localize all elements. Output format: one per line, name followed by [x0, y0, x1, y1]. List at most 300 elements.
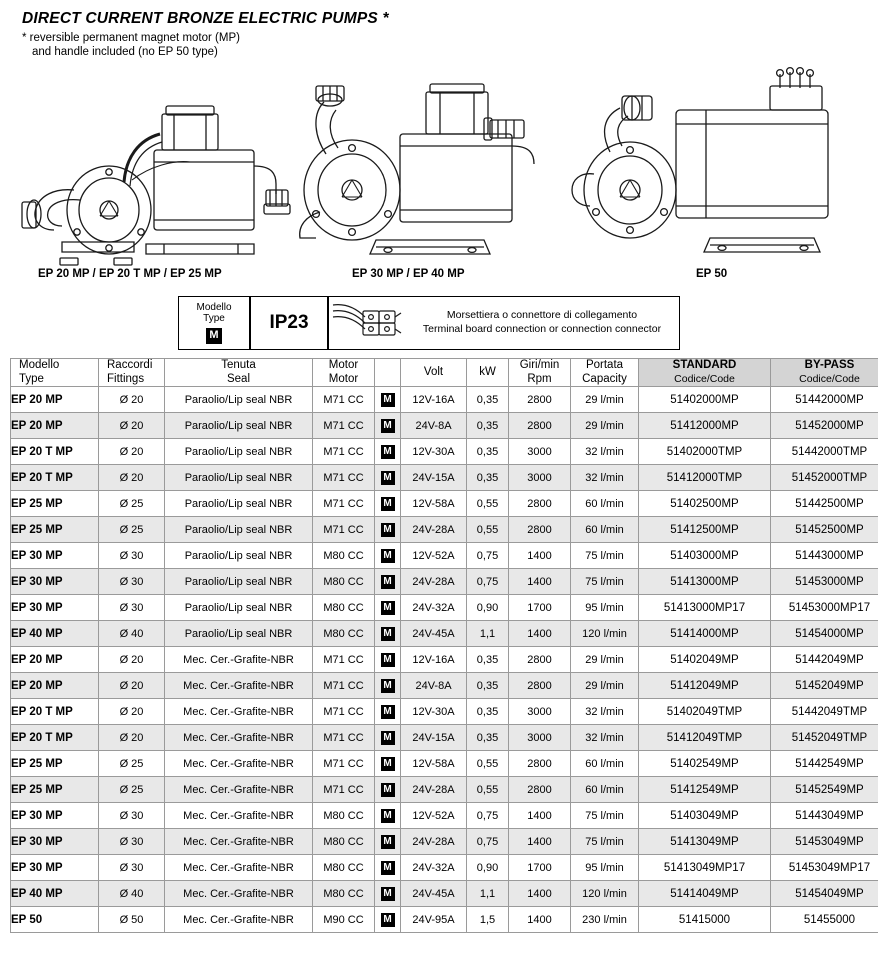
cell-motor: M71 CC — [313, 725, 375, 751]
cell-standard-code: 51402000MP — [639, 387, 771, 413]
table-row — [11, 725, 878, 751]
cell-kw: 0,90 — [467, 595, 509, 621]
col-header-capacity-en: Capacity — [582, 372, 627, 385]
col-header-model-en: Type — [19, 372, 44, 385]
cell-rpm: 3000 — [509, 699, 571, 725]
cell-standard-code: 51403049MP — [639, 803, 771, 829]
table-row — [11, 647, 878, 673]
cell-capacity: 32 l/min — [571, 699, 639, 725]
motor-type-chip: M — [381, 757, 395, 771]
cell-rpm: 2800 — [509, 673, 571, 699]
table-row — [11, 517, 878, 543]
col-header-capacity-it: Portata — [585, 358, 624, 371]
col-header-seal-en: Seal — [226, 372, 251, 385]
cell-bypass-code: 51452049TMP — [771, 725, 878, 751]
cell-fittings: Ø 25 — [99, 751, 165, 777]
cell-motor: M71 CC — [313, 647, 375, 673]
cell-motor: M71 CC — [313, 777, 375, 803]
cell-motor: M80 CC — [313, 803, 375, 829]
cell-rpm: 1400 — [509, 881, 571, 907]
subtitle-line-1: * reversible permanent magnet motor (MP) — [22, 32, 240, 44]
cell-motor: M71 CC — [313, 699, 375, 725]
legend-protection-value: IP23 — [269, 311, 309, 333]
legend-connector-text-it: Morsettiera o connettore di collegamento — [446, 309, 638, 322]
cell-type-chip — [375, 803, 401, 829]
cell-motor: M90 CC — [313, 907, 375, 933]
cell-capacity: 75 l/min — [571, 543, 639, 569]
cell-seal: Mec. Cer.-Grafite-NBR — [165, 777, 313, 803]
cell-model: EP 20 T MP — [11, 725, 99, 751]
cell-kw: 0,35 — [467, 725, 509, 751]
cell-type-chip — [375, 699, 401, 725]
cell-bypass-code: 51452049MP — [771, 673, 878, 699]
table-row — [11, 829, 878, 855]
table-row — [11, 595, 878, 621]
illustration-band — [10, 62, 868, 294]
table-row — [11, 439, 878, 465]
col-header-motor-en: Motor — [328, 372, 359, 385]
cell-rpm: 2800 — [509, 777, 571, 803]
col-header-motor — [313, 358, 375, 387]
col-header-model — [11, 358, 99, 387]
cell-seal: Paraolio/Lip seal NBR — [165, 465, 313, 491]
cell-seal: Paraolio/Lip seal NBR — [165, 439, 313, 465]
pump-illustration-3 — [558, 62, 858, 280]
cell-bypass-code: 51443049MP — [771, 803, 878, 829]
cell-volt: 12V-58A — [401, 491, 467, 517]
motor-type-chip: M — [381, 497, 395, 511]
cell-seal: Paraolio/Lip seal NBR — [165, 569, 313, 595]
cell-rpm: 2800 — [509, 413, 571, 439]
cell-kw: 0,55 — [467, 491, 509, 517]
cell-volt: 24V-32A — [401, 595, 467, 621]
cell-volt: 24V-8A — [401, 413, 467, 439]
cell-motor: M80 CC — [313, 855, 375, 881]
table-row — [11, 881, 878, 907]
cell-seal: Paraolio/Lip seal NBR — [165, 595, 313, 621]
cell-bypass-code: 51452000MP — [771, 413, 878, 439]
legend-connector-text — [405, 309, 679, 336]
motor-type-chip: M — [381, 653, 395, 667]
cell-bypass-code: 51442000TMP — [771, 439, 878, 465]
cell-standard-code: 51412000MP — [639, 413, 771, 439]
cell-type-chip — [375, 569, 401, 595]
cell-model: EP 25 MP — [11, 491, 99, 517]
cell-volt: 24V-15A — [401, 465, 467, 491]
cell-model: EP 30 MP — [11, 569, 99, 595]
cell-fittings: Ø 20 — [99, 465, 165, 491]
cell-rpm: 1400 — [509, 803, 571, 829]
page-title: DIRECT CURRENT BRONZE ELECTRIC PUMPS * — [22, 10, 389, 27]
cell-kw: 1,1 — [467, 881, 509, 907]
cell-capacity: 32 l/min — [571, 439, 639, 465]
cell-type-chip — [375, 439, 401, 465]
cell-fittings: Ø 20 — [99, 725, 165, 751]
cell-seal: Mec. Cer.-Grafite-NBR — [165, 673, 313, 699]
legend-model-label-it: Modello — [196, 301, 232, 313]
cell-bypass-code: 51442049MP — [771, 647, 878, 673]
cell-bypass-code: 51453000MP — [771, 569, 878, 595]
legend-model-label-en: Type — [203, 313, 225, 325]
motor-type-chip: M — [381, 809, 395, 823]
table-header-row — [11, 358, 878, 387]
cell-bypass-code: 51442000MP — [771, 387, 878, 413]
cell-motor: M80 CC — [313, 595, 375, 621]
terminal-connector-icon — [331, 299, 405, 347]
pump-illustration-1 — [14, 62, 314, 280]
cell-seal: Paraolio/Lip seal NBR — [165, 621, 313, 647]
cell-fittings: Ø 20 — [99, 673, 165, 699]
col-header-bypass-it: BY-PASS — [804, 358, 855, 371]
motor-type-chip: M — [381, 393, 395, 407]
cell-seal: Mec. Cer.-Grafite-NBR — [165, 881, 313, 907]
cell-type-chip — [375, 387, 401, 413]
motor-type-chip: M — [381, 445, 395, 459]
cell-type-chip — [375, 777, 401, 803]
table-row — [11, 751, 878, 777]
cell-standard-code: 51414000MP — [639, 621, 771, 647]
motor-type-chip: M — [381, 705, 395, 719]
cell-volt: 24V-45A — [401, 621, 467, 647]
cell-volt: 12V-30A — [401, 699, 467, 725]
table-row — [11, 413, 878, 439]
cell-model: EP 20 MP — [11, 387, 99, 413]
cell-capacity: 32 l/min — [571, 465, 639, 491]
cell-rpm: 1400 — [509, 569, 571, 595]
cell-kw: 0,55 — [467, 517, 509, 543]
col-header-rpm — [509, 358, 571, 387]
cell-seal: Paraolio/Lip seal NBR — [165, 413, 313, 439]
cell-motor: M71 CC — [313, 673, 375, 699]
cell-motor: M80 CC — [313, 543, 375, 569]
motor-type-chip: M — [381, 601, 395, 615]
cell-standard-code: 51413049MP — [639, 829, 771, 855]
table-row — [11, 699, 878, 725]
cell-model: EP 30 MP — [11, 543, 99, 569]
cell-fittings: Ø 20 — [99, 387, 165, 413]
cell-bypass-code: 51453049MP — [771, 829, 878, 855]
cell-rpm: 1700 — [509, 595, 571, 621]
cell-capacity: 60 l/min — [571, 751, 639, 777]
cell-capacity: 120 l/min — [571, 881, 639, 907]
cell-standard-code: 51413000MP17 — [639, 595, 771, 621]
cell-kw: 0,35 — [467, 413, 509, 439]
cell-kw: 0,90 — [467, 855, 509, 881]
cell-seal: Paraolio/Lip seal NBR — [165, 387, 313, 413]
cell-capacity: 75 l/min — [571, 803, 639, 829]
cell-volt: 24V-28A — [401, 777, 467, 803]
table-row — [11, 673, 878, 699]
cell-bypass-code: 51442549MP — [771, 751, 878, 777]
cell-volt: 12V-58A — [401, 751, 467, 777]
cell-volt: 24V-15A — [401, 725, 467, 751]
motor-type-chip: M — [381, 523, 395, 537]
cell-kw: 0,75 — [467, 803, 509, 829]
subtitle-line-2: and handle included (no EP 50 type) — [32, 46, 218, 59]
legend-model-box — [178, 296, 250, 350]
specifications-table — [10, 358, 878, 934]
cell-bypass-code: 51442049TMP — [771, 699, 878, 725]
cell-seal: Mec. Cer.-Grafite-NBR — [165, 855, 313, 881]
table-body — [11, 387, 878, 933]
cell-model: EP 30 MP — [11, 829, 99, 855]
table-row — [11, 465, 878, 491]
motor-type-chip: M — [381, 913, 395, 927]
cell-type-chip — [375, 491, 401, 517]
cell-rpm: 3000 — [509, 465, 571, 491]
cell-standard-code: 51412000TMP — [639, 465, 771, 491]
illustration-caption-3: EP 50 — [696, 267, 728, 280]
cell-fittings: Ø 30 — [99, 543, 165, 569]
col-header-rpm-it: Giri/min — [519, 358, 560, 371]
cell-seal: Mec. Cer.-Grafite-NBR — [165, 907, 313, 933]
cell-volt: 12V-16A — [401, 387, 467, 413]
motor-type-chip: M — [381, 861, 395, 875]
cell-type-chip — [375, 855, 401, 881]
cell-standard-code: 51412049TMP — [639, 725, 771, 751]
cell-bypass-code: 51442500MP — [771, 491, 878, 517]
col-header-motor-it: Motor — [328, 358, 359, 371]
table-row — [11, 803, 878, 829]
page-subtitle — [22, 31, 868, 60]
table-row — [11, 777, 878, 803]
col-header-fittings-it: Raccordi — [107, 358, 153, 371]
cell-model: EP 40 MP — [11, 621, 99, 647]
col-header-kw — [467, 358, 509, 387]
cell-fittings: Ø 30 — [99, 855, 165, 881]
cell-kw: 1,5 — [467, 907, 509, 933]
legend-connector-box — [328, 296, 680, 350]
cell-kw: 0,75 — [467, 543, 509, 569]
cell-rpm: 1400 — [509, 907, 571, 933]
cell-fittings: Ø 25 — [99, 491, 165, 517]
cell-volt: 24V-28A — [401, 829, 467, 855]
cell-type-chip — [375, 751, 401, 777]
cell-model: EP 25 MP — [11, 777, 99, 803]
cell-motor: M80 CC — [313, 621, 375, 647]
cell-type-chip — [375, 621, 401, 647]
table-row — [11, 491, 878, 517]
cell-kw: 0,35 — [467, 647, 509, 673]
illustration-caption-2: EP 30 MP / EP 40 MP — [352, 267, 465, 280]
cell-fittings: Ø 20 — [99, 439, 165, 465]
motor-type-chip: M — [381, 887, 395, 901]
motor-type-chip: M — [381, 471, 395, 485]
cell-seal: Mec. Cer.-Grafite-NBR — [165, 803, 313, 829]
cell-capacity: 75 l/min — [571, 569, 639, 595]
cell-bypass-code: 51454049MP — [771, 881, 878, 907]
cell-rpm: 1400 — [509, 543, 571, 569]
cell-kw: 0,55 — [467, 751, 509, 777]
table-row — [11, 907, 878, 933]
cell-model: EP 30 MP — [11, 855, 99, 881]
cell-motor: M80 CC — [313, 829, 375, 855]
cell-rpm: 2800 — [509, 751, 571, 777]
cell-type-chip — [375, 517, 401, 543]
cell-fittings: Ø 40 — [99, 881, 165, 907]
cell-motor: M71 CC — [313, 751, 375, 777]
table-row — [11, 855, 878, 881]
cell-motor: M71 CC — [313, 387, 375, 413]
cell-kw: 0,35 — [467, 439, 509, 465]
cell-type-chip — [375, 543, 401, 569]
motor-type-chip: M — [381, 627, 395, 641]
cell-volt: 12V-52A — [401, 543, 467, 569]
motor-type-chip: M — [381, 835, 395, 849]
cell-capacity: 95 l/min — [571, 595, 639, 621]
cell-fittings: Ø 30 — [99, 803, 165, 829]
cell-rpm: 1700 — [509, 855, 571, 881]
cell-standard-code: 51412549MP — [639, 777, 771, 803]
cell-motor: M71 CC — [313, 413, 375, 439]
cell-volt: 24V-95A — [401, 907, 467, 933]
cell-capacity: 95 l/min — [571, 855, 639, 881]
cell-rpm: 2800 — [509, 647, 571, 673]
cell-volt: 24V-8A — [401, 673, 467, 699]
cell-kw: 0,75 — [467, 569, 509, 595]
table-row — [11, 569, 878, 595]
cell-standard-code: 51414049MP — [639, 881, 771, 907]
cell-seal: Mec. Cer.-Grafite-NBR — [165, 699, 313, 725]
col-header-volt-label: Volt — [423, 365, 444, 378]
motor-type-chip: M — [381, 419, 395, 433]
cell-bypass-code: 51452000TMP — [771, 465, 878, 491]
cell-fittings: Ø 40 — [99, 621, 165, 647]
cell-motor: M80 CC — [313, 569, 375, 595]
col-header-rpm-en: Rpm — [527, 372, 552, 385]
cell-capacity: 230 l/min — [571, 907, 639, 933]
cell-seal: Mec. Cer.-Grafite-NBR — [165, 751, 313, 777]
cell-bypass-code: 51454000MP — [771, 621, 878, 647]
legend-connector-text-en: Terminal board connection or connection connector — [422, 322, 662, 335]
cell-model: EP 20 MP — [11, 647, 99, 673]
col-header-kw-label: kW — [479, 365, 496, 378]
cell-bypass-code: 51455000 — [771, 907, 878, 933]
cell-type-chip — [375, 595, 401, 621]
cell-standard-code: 51402049TMP — [639, 699, 771, 725]
cell-volt: 12V-16A — [401, 647, 467, 673]
table-row — [11, 387, 878, 413]
cell-standard-code: 51412049MP — [639, 673, 771, 699]
cell-seal: Paraolio/Lip seal NBR — [165, 517, 313, 543]
cell-standard-code: 51415000 — [639, 907, 771, 933]
col-header-model-it: Modello — [19, 358, 60, 371]
cell-rpm: 3000 — [509, 439, 571, 465]
cell-capacity: 29 l/min — [571, 647, 639, 673]
cell-fittings: Ø 20 — [99, 413, 165, 439]
cell-capacity: 29 l/min — [571, 673, 639, 699]
cell-fittings: Ø 50 — [99, 907, 165, 933]
cell-capacity: 60 l/min — [571, 491, 639, 517]
cell-capacity: 29 l/min — [571, 413, 639, 439]
cell-rpm: 2800 — [509, 387, 571, 413]
cell-model: EP 20 T MP — [11, 439, 99, 465]
cell-model: EP 20 T MP — [11, 699, 99, 725]
cell-kw: 0,55 — [467, 777, 509, 803]
cell-capacity: 60 l/min — [571, 777, 639, 803]
cell-kw: 0,35 — [467, 465, 509, 491]
cell-seal: Paraolio/Lip seal NBR — [165, 543, 313, 569]
motor-type-chip: M — [381, 549, 395, 563]
cell-rpm: 1400 — [509, 621, 571, 647]
cell-model: EP 25 MP — [11, 517, 99, 543]
cell-capacity: 32 l/min — [571, 725, 639, 751]
cell-model: EP 25 MP — [11, 751, 99, 777]
motor-type-chip: M — [381, 731, 395, 745]
cell-model: EP 30 MP — [11, 595, 99, 621]
cell-type-chip — [375, 881, 401, 907]
cell-kw: 0,35 — [467, 673, 509, 699]
col-header-standard-en: Codice/Code — [674, 372, 735, 385]
cell-standard-code: 51403000MP — [639, 543, 771, 569]
cell-rpm: 2800 — [509, 517, 571, 543]
cell-fittings: Ø 30 — [99, 829, 165, 855]
cell-rpm: 3000 — [509, 725, 571, 751]
cell-fittings: Ø 25 — [99, 777, 165, 803]
cell-seal: Mec. Cer.-Grafite-NBR — [165, 725, 313, 751]
cell-model: EP 20 MP — [11, 413, 99, 439]
col-header-chip — [375, 358, 401, 387]
cell-volt: 24V-45A — [401, 881, 467, 907]
cell-motor: M71 CC — [313, 439, 375, 465]
pump-illustration-2 — [280, 62, 540, 280]
motor-type-chip: M — [381, 575, 395, 589]
cell-kw: 0,35 — [467, 387, 509, 413]
cell-bypass-code: 51453049MP17 — [771, 855, 878, 881]
cell-volt: 24V-32A — [401, 855, 467, 881]
cell-standard-code: 51413049MP17 — [639, 855, 771, 881]
cell-bypass-code: 51452500MP — [771, 517, 878, 543]
table-row — [11, 621, 878, 647]
cell-standard-code: 51402500MP — [639, 491, 771, 517]
cell-fittings: Ø 30 — [99, 569, 165, 595]
cell-fittings: Ø 30 — [99, 595, 165, 621]
cell-type-chip — [375, 413, 401, 439]
col-header-capacity — [571, 358, 639, 387]
cell-bypass-code: 51443000MP — [771, 543, 878, 569]
motor-type-chip: M — [381, 783, 395, 797]
cell-kw: 1,1 — [467, 621, 509, 647]
cell-fittings: Ø 20 — [99, 647, 165, 673]
motor-type-chip: M — [381, 679, 395, 693]
illustration-caption-1: EP 20 MP / EP 20 T MP / EP 25 MP — [38, 267, 222, 280]
cell-bypass-code: 51452549MP — [771, 777, 878, 803]
cell-model: EP 20 MP — [11, 673, 99, 699]
cell-seal: Paraolio/Lip seal NBR — [165, 491, 313, 517]
cell-type-chip — [375, 465, 401, 491]
cell-volt: 24V-28A — [401, 569, 467, 595]
cell-standard-code: 51402549MP — [639, 751, 771, 777]
table-row — [11, 543, 878, 569]
col-header-bypass — [771, 358, 878, 387]
col-header-bypass-en: Codice/Code — [799, 372, 860, 385]
cell-type-chip — [375, 907, 401, 933]
cell-capacity: 75 l/min — [571, 829, 639, 855]
legend-strip — [178, 296, 868, 354]
col-header-fittings — [99, 358, 165, 387]
cell-standard-code: 51402000TMP — [639, 439, 771, 465]
cell-rpm: 1400 — [509, 829, 571, 855]
cell-type-chip — [375, 725, 401, 751]
cell-seal: Mec. Cer.-Grafite-NBR — [165, 829, 313, 855]
cell-fittings: Ø 20 — [99, 699, 165, 725]
cell-seal: Mec. Cer.-Grafite-NBR — [165, 647, 313, 673]
col-header-standard — [639, 358, 771, 387]
cell-bypass-code: 51453000MP17 — [771, 595, 878, 621]
cell-kw: 0,35 — [467, 699, 509, 725]
cell-standard-code: 51412500MP — [639, 517, 771, 543]
legend-protection-box — [250, 296, 328, 350]
